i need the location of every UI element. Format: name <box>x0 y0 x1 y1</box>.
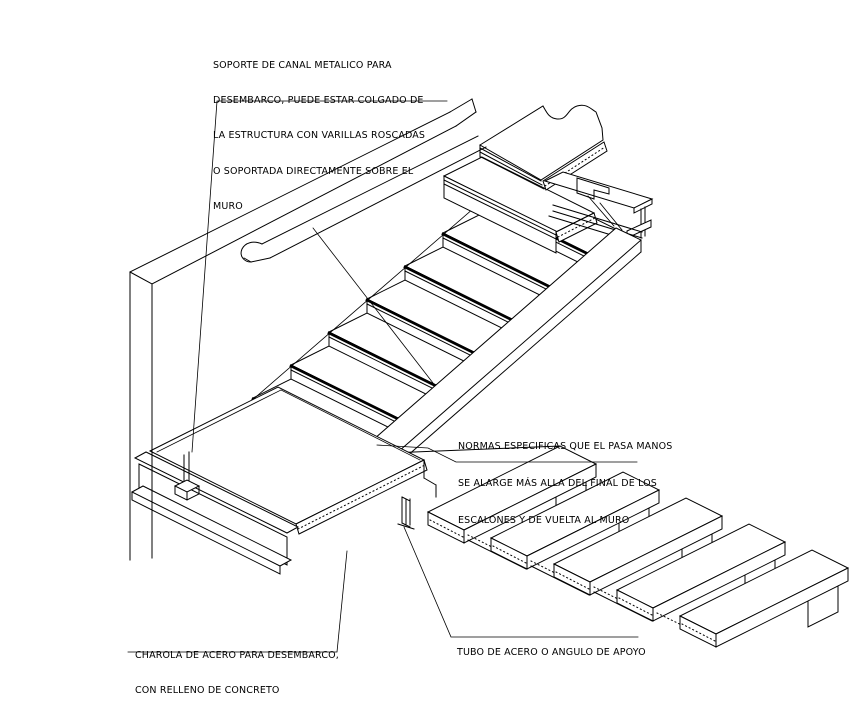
note-line: ESCALONES Y DE VUELTA AL MURO <box>458 514 630 526</box>
support-tube <box>398 497 414 529</box>
note-line: TUBO DE ACERO O ANGULO DE APOYO <box>457 646 646 658</box>
note-line: CON RELLENO DE CONCRETO <box>135 684 280 696</box>
note-line: MURO <box>213 201 243 213</box>
note-line: LA ESTRUCTURA CON VARILLAS ROSCADAS <box>213 130 426 142</box>
note-line: SE ALARGE MÁS ALLA DEL FINAL DE LOS <box>458 477 657 489</box>
note-line: CHAROLA DE ACERO PARA DESEMBARCO, <box>135 649 339 661</box>
note-steel-tray <box>135 626 339 703</box>
note-handrail-extension <box>458 417 672 552</box>
note-line: NORMAS ESPECIFICAS QUE EL PASA MANOS <box>458 440 673 452</box>
note-line: DESEMBARCO, PUEDE ESTAR COLGADO DE <box>213 94 424 106</box>
note-line: O SOPORTADA DIRECTAMENTE SOBRE EL <box>213 165 414 177</box>
note-support-tube <box>457 623 646 682</box>
note-line: SOPORTE DE CANAL METALICO PARA <box>213 59 392 71</box>
note-channel-support <box>213 36 425 237</box>
